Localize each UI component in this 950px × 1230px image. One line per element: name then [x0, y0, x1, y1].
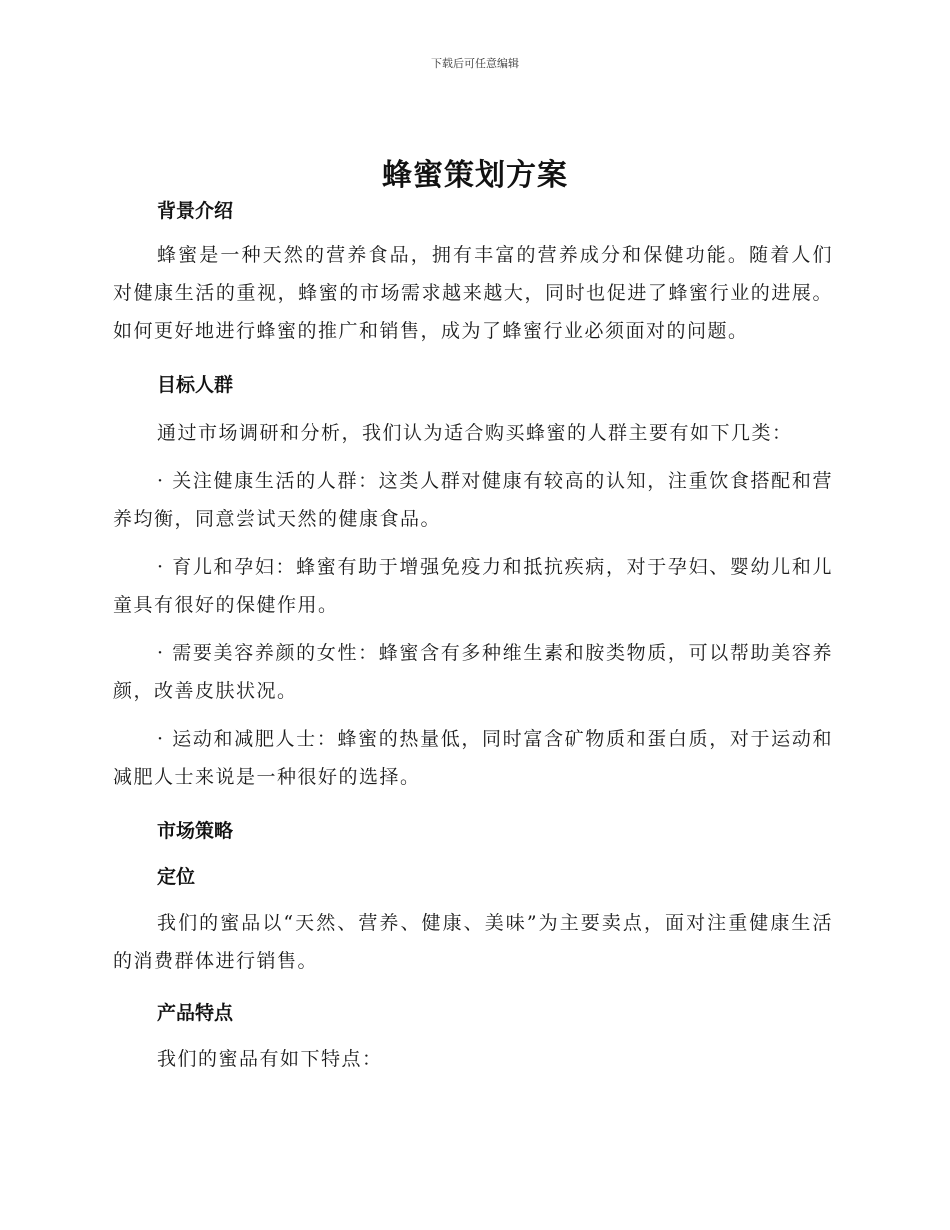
features-paragraph: 我们的蜜品有如下特点： — [157, 1048, 383, 1070]
section-heading-positioning: 定位 — [157, 866, 196, 888]
document-body — [113, 196, 833, 1078]
section-heading-features: 产品特点 — [157, 1002, 234, 1024]
header-note: 下载后可任意编辑 — [431, 57, 519, 70]
section-heading-target: 目标人群 — [157, 374, 234, 396]
target-item: · 需要美容养颜的女性：蜂蜜含有多种维生素和胺类物质，可以帮助美容养颜，改善皮肤状况。 — [113, 642, 833, 702]
section-heading-market: 市场策略 — [157, 820, 234, 842]
section-heading-background: 背景介绍 — [157, 200, 234, 222]
page-title: 蜂蜜策划方案 — [382, 158, 568, 193]
positioning-paragraph: 我们的蜜品以“天然、营养、健康、美味”为主要卖点，面对注重健康生活的消费群体进行销售。 — [113, 912, 833, 972]
target-item: · 运动和减肥人士：蜂蜜的热量低，同时富含矿物质和蛋白质，对于运动和减肥人士来说是一种很好的选择。 — [113, 728, 833, 788]
target-item: · 育儿和孕妇：蜂蜜有助于增强免疫力和抵抗疾病，对于孕妇、婴幼儿和儿童具有很好的保健作用。 — [113, 556, 833, 616]
background-paragraph: 蜂蜜是一种天然的营养食品，拥有丰富的营养成分和保健功能。随着人们对健康生活的重视，蜂蜜的市场需求越来越大，同时也促进了蜂蜜行业的进展。如何更好地进行蜂蜜的推广和销售，成为了蜂蜜行业必须面对的问题。 — [113, 244, 833, 342]
target-intro: 通过市场调研和分析，我们认为适合购买蜂蜜的人群主要有如下几类： — [157, 422, 793, 444]
target-item: · 关注健康生活的人群：这类人群对健康有较高的认知，注重饮食搭配和营养均衡，同意尝试天然的健康食品。 — [113, 470, 833, 530]
